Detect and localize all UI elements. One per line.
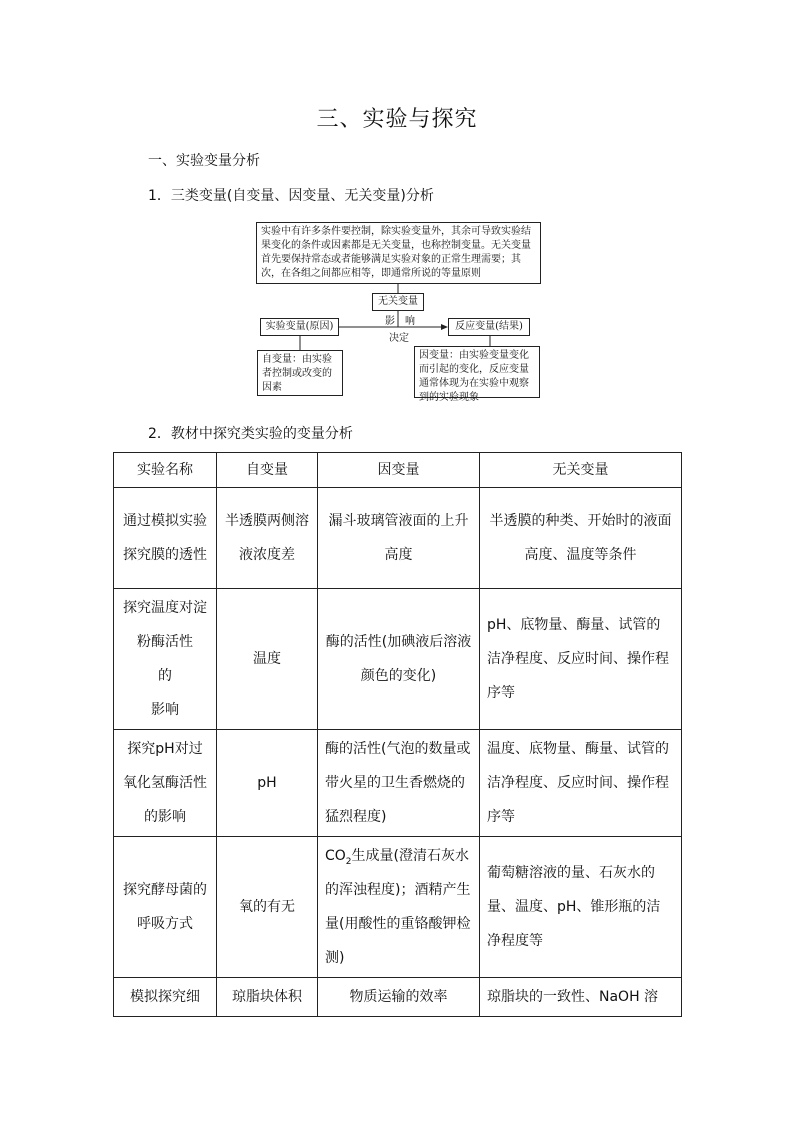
- co2-formula: CO: [325, 848, 346, 864]
- cell-dependent-variable: [318, 837, 480, 978]
- diagram-influence-label: 影 响: [385, 316, 415, 327]
- cell-independent-variable: pH: [217, 730, 318, 837]
- cell-dependent-variable: 酶的活性(加碘液后溶液颜色的变化): [318, 589, 480, 730]
- cell-line: 探究温度对淀粉酶活性: [123, 600, 207, 650]
- header-experiment-name: 实验名称: [114, 453, 217, 488]
- dependent-text: 生成量(澄清石灰水的浑浊程度)；酒精产生量(用酸性的重铬酸钾检测): [325, 848, 471, 966]
- page-title: 三、实验与探究: [316, 107, 478, 132]
- cell-dependent-variable: 物质运输的效率: [318, 978, 480, 1017]
- cell-experiment-name: 通过模拟实验探究膜的透性: [114, 488, 217, 589]
- variable-analysis-table: [113, 452, 682, 1017]
- diagram-response-variable-box: 反应变量(结果): [448, 318, 530, 336]
- cell-dependent-variable: 漏斗玻璃管液面的上升高度: [318, 488, 480, 589]
- diagram-experimental-variable-box: 实验变量(原因): [260, 318, 339, 336]
- cell-experiment-name: [114, 589, 217, 730]
- cell-irrelevant-variable: 葡萄糖溶液的量、石灰水的量、温度、pH、锥形瓶的洁净程度等: [480, 837, 682, 978]
- diagram-independent-note: 自变量：由实验者控制或改变的因素: [257, 350, 343, 396]
- cell-experiment-name: 探究pH对过氧化氢酶活性的影响: [114, 730, 217, 837]
- header-independent-variable: 自变量: [217, 453, 318, 488]
- subsection-heading-textbook-experiments: 2．教材中探究类实验的变量分析: [148, 426, 353, 442]
- diagram-dependent-note: 因变量：由实验变量变化而引起的变化，反应变量通常体现为在实验中观察到的实验现象: [414, 346, 540, 398]
- cell-irrelevant-variable: 琼脂块的一致性、NaOH 溶: [480, 978, 682, 1017]
- cell-irrelevant-variable: 半透膜的种类、开始时的液面高度、温度等条件: [480, 488, 682, 589]
- cell-irrelevant-variable: pH、底物量、酶量、试管的洁净程度、反应时间、操作程序等: [480, 589, 682, 730]
- table-row: [114, 837, 682, 978]
- cell-experiment-name: 探究酵母菌的呼吸方式: [114, 837, 217, 978]
- cell-experiment-name: 模拟探究细: [114, 978, 217, 1017]
- cell-independent-variable: 半透膜两侧溶液浓度差: [217, 488, 318, 589]
- diagram-irrelevant-variable-box: 无关变量: [372, 293, 424, 311]
- table-row: [114, 730, 682, 837]
- diagram-determine-label: 决定: [389, 333, 409, 344]
- cell-independent-variable: 氧的有无: [217, 837, 318, 978]
- diagram-connectors: [0, 0, 794, 420]
- subsection-heading-three-variables: 1．三类变量(自变量、因变量、无关变量)分析: [148, 188, 434, 204]
- cell-dependent-variable: 酶的活性(气泡的数量或带火星的卫生香燃烧的猛烈程度): [318, 730, 480, 837]
- section-heading-variable-analysis: 一、实验变量分析: [148, 153, 260, 169]
- cell-line: 的: [158, 668, 172, 684]
- table-row: [114, 589, 682, 730]
- table-row: [114, 978, 682, 1017]
- cell-line: 影响: [151, 702, 179, 718]
- cell-irrelevant-variable: 温度、底物量、酶量、试管的洁净程度、反应时间、操作程序等: [480, 730, 682, 837]
- co2-subscript: 2: [345, 856, 352, 867]
- header-irrelevant-variable: 无关变量: [480, 453, 682, 488]
- table-header-row: [114, 453, 682, 488]
- cell-independent-variable: 琼脂块体积: [217, 978, 318, 1017]
- header-dependent-variable: 因变量: [318, 453, 480, 488]
- diagram-irrelevant-note: 实验中有许多条件要控制，除实验变量外，其余可导致实验结果变化的条件或因素都是无关变量，也称控制变量。无关变量首先要保持常态或者能够满足实验对象的正常生理需要；其次，在各组之间都应相等，即通常所说的等量原则: [256, 222, 541, 284]
- table-row: [114, 488, 682, 589]
- cell-independent-variable: 温度: [217, 589, 318, 730]
